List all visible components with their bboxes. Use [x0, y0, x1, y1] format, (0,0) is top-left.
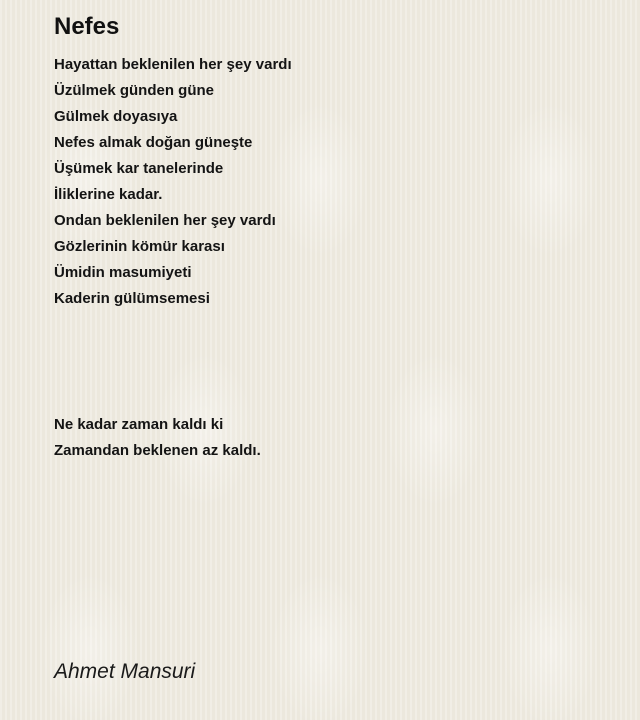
poem-line: Zamandan beklenen az kaldı.	[54, 442, 261, 459]
poem-line: Üzülmek günden güne	[54, 82, 215, 99]
poem-line: Ümidin masumiyeti	[54, 264, 192, 281]
poem-line: İliklerine kadar.	[54, 186, 163, 203]
poem-line: Üşümek kar tanelerinde	[54, 160, 224, 177]
poem-stanza-2	[54, 412, 261, 464]
poem-line: Hayattan beklenilen her şey vardı	[54, 56, 292, 73]
poem-line: Nefes almak doğan güneşte	[54, 134, 253, 151]
poem-line: Gözlerinin kömür karası	[54, 238, 225, 255]
poem-stanza-1	[54, 52, 292, 312]
poem-line: Gülmek doyasıya	[54, 108, 178, 125]
poem-title: Nefes	[54, 13, 120, 40]
poem-line: Kaderin gülümsemesi	[54, 290, 210, 307]
poem-line: Ne kadar zaman kaldı ki	[54, 416, 224, 433]
poem-author: Ahmet Mansuri	[54, 660, 196, 683]
poem-line: Ondan beklenilen her şey vardı	[54, 212, 276, 229]
